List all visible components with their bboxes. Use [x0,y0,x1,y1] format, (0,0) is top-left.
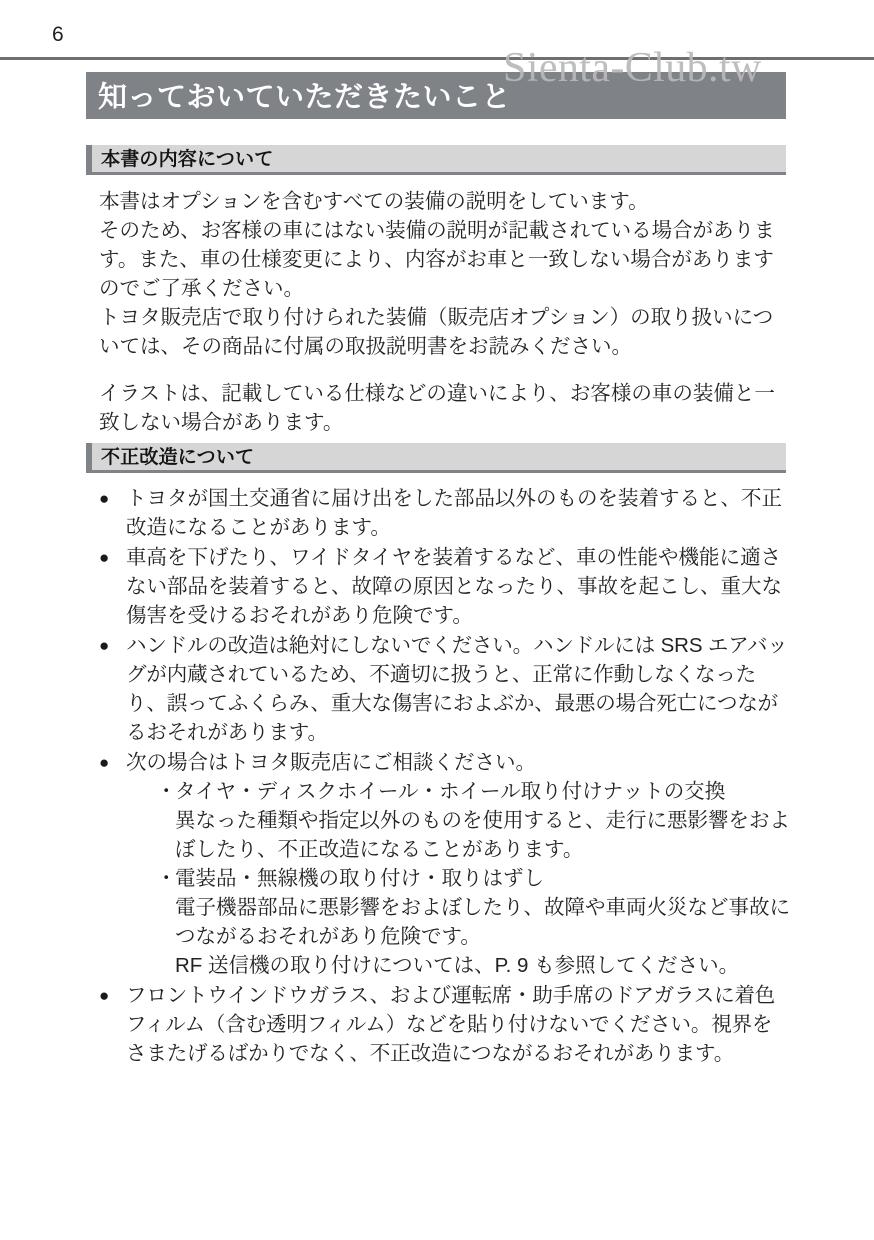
list-item [99,748,791,980]
paragraph-3: トヨタ販売店で取り付けられた装備（販売店オプション）の取り扱いについては、その商品に付属の取扱説明書をお読みください。 [99,306,774,358]
paragraph-4: イラストは、記載している仕様などの違いにより、お客様の車の装備と一致しない場合があります。 [99,382,775,434]
sub-list-item-title: タイヤ・ディスクホイール・ホイール取り付けナットの交換 [175,780,726,803]
list-item-text: トヨタが国土交通省に届け出をした部品以外のものを装着すると、不正改造になることがあります。 [126,487,782,539]
sub-list-item-detail: 異なった種類や指定以外のものを使用すると、走行に悪影響をおよぼしたり、不正改造になることがあります。 [175,809,790,861]
list-item [99,484,791,542]
section-header-bar-1 [86,145,786,175]
bullet-icon: ● [99,753,110,772]
sub-list-item [156,777,791,864]
section-accent-bar [86,145,92,172]
sub-list-item [156,864,791,980]
bullet-icon: ● [99,489,110,508]
sub-list-item-detail: 電子機器部品に悪影響をおよぼしたり、故障や車両火災など事故につながるおそれがあり危険です。 [175,896,790,948]
list-item-text: 次の場合はトヨタ販売店にご相談ください。 [126,751,536,774]
bullet-icon: ● [99,548,110,567]
page-number: 6 [52,23,65,46]
list-item [99,631,791,747]
list-item-text: ハンドルの改造は絶対にしないでください。ハンドルには SRS エアバッグが内蔵されているため、不適切に扱うと、正常に作動しなくなったり、誤ってふくらみ、重大な傷害におよぶか、最悪の場合死亡につながるおそれがあります。 [126,634,788,744]
bullet-icon: ● [99,986,110,1005]
list-item-body [126,981,791,1068]
list-item-body [126,748,791,980]
sub-list [126,777,791,980]
bullet-icon: ● [99,636,110,655]
chapter-title-bar [86,72,786,119]
sub-list-item-body [175,777,791,864]
chapter-title: 知っておいていただきたいこと [98,81,512,114]
section-heading-2: 不正改造について [101,446,255,468]
sub-bullet-icon: ・ [156,867,177,890]
section-1-body [99,187,789,437]
site-watermark: Sienta-Club.tw [503,45,762,91]
section-accent-bar [86,443,92,470]
sub-list-item-body [175,864,791,980]
sub-list-item-reference: RF 送信機の取り付けについては、P. 9 も参照してください。 [175,954,740,977]
list-item-body [126,543,791,630]
list-item-text: フロントウインドウガラス、および運転席・助手席のドアガラスに着色フィルム（含む透明フィルム）などを貼り付けないでください。視界をさまたげるばかりでなく、不正改造につながるおそれがあります。 [126,984,776,1065]
list-item [99,981,791,1068]
section-heading-1: 本書の内容について [101,148,274,170]
sub-list-item-title: 電装品・無線機の取り付け・取りはずし [175,867,544,890]
list-item-body [126,631,791,747]
section-2-bullet-list [99,484,791,1069]
paragraph-1: 本書はオプションを含むすべての装備の説明をしています。 [99,190,649,213]
list-item-body [126,484,791,542]
paragraph-2: そのため、お客様の車にはない装備の説明が記載されている場合があります。また、車の仕様変更により、内容がお車と一致しない場合がありますのでご了承ください。 [99,219,775,300]
list-item [99,543,791,630]
header-rule [0,57,874,60]
sub-bullet-icon: ・ [156,780,177,803]
list-item-text: 車高を下げたり、ワイドタイヤを装着するなど、車の性能や機能に適さない部品を装着すると、故障の原因となったり、事故を起こし、重大な傷害を受けるおそれがあり危険です。 [126,546,782,627]
section-header-bar-2 [86,443,786,473]
